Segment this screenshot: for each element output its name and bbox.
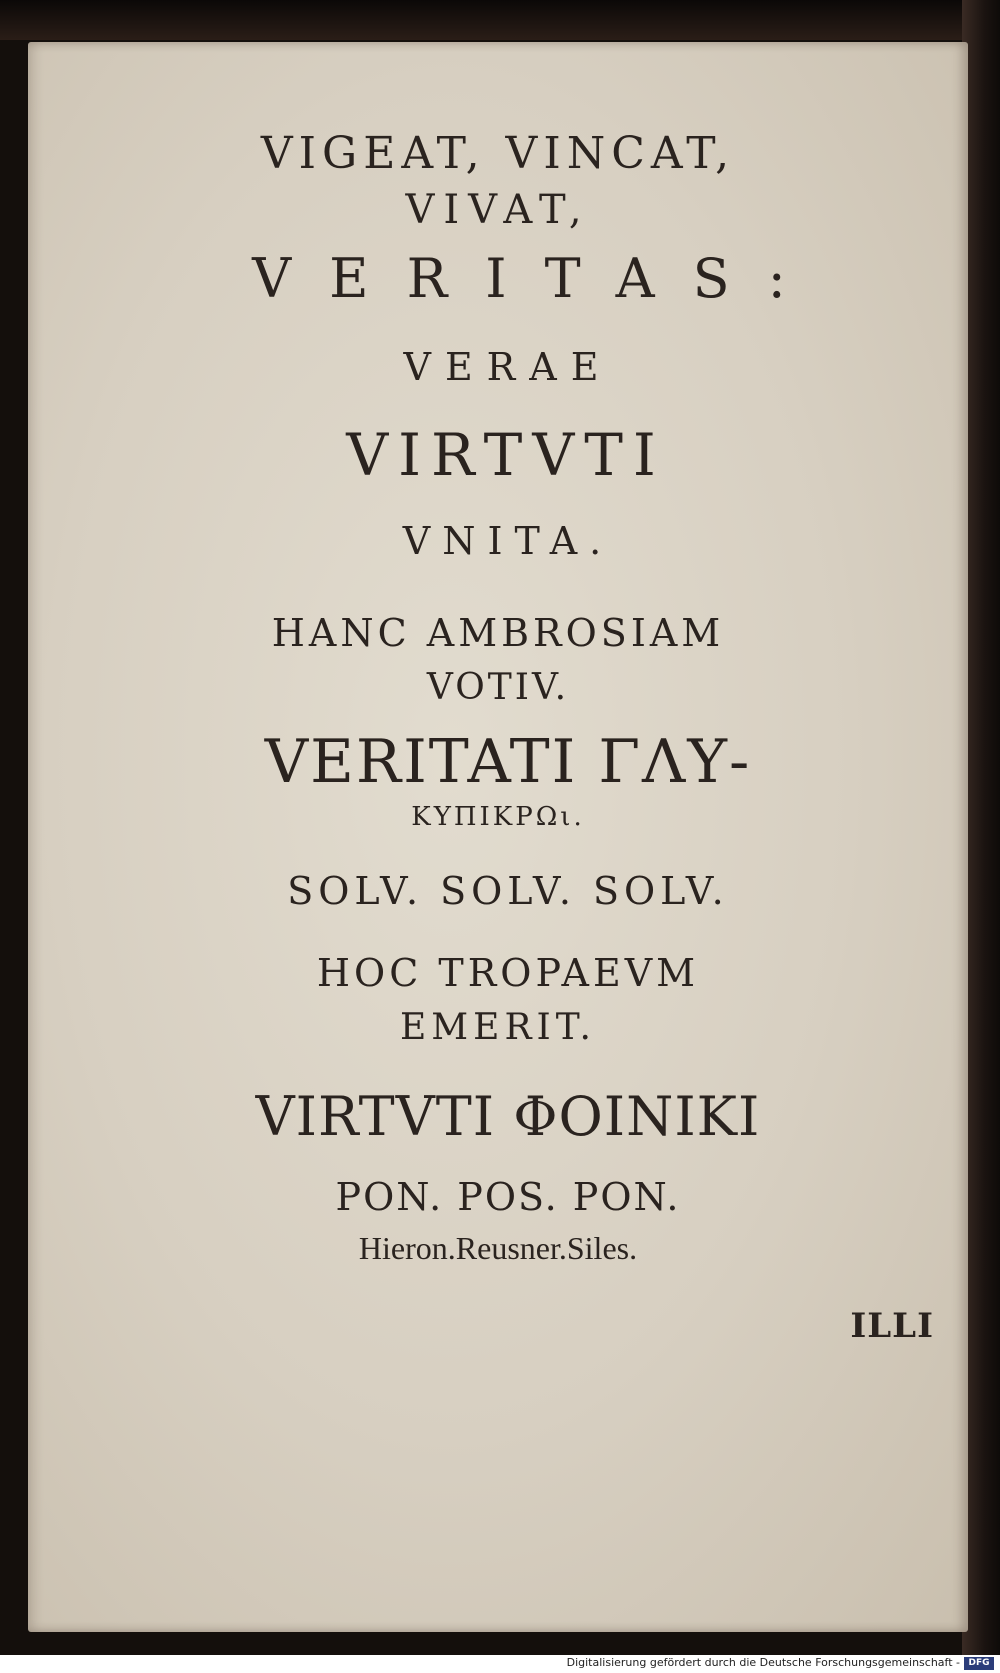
text-line-12: HOC TROPAEVM xyxy=(316,951,700,995)
book-page xyxy=(28,42,968,1632)
text-line-8: VOTIV. xyxy=(426,667,570,708)
text-line-10: ΚΥΠΙΚΡΩι. xyxy=(411,802,585,832)
digitization-footer xyxy=(0,1655,1000,1673)
text-line-11: SOLV. SOLV. SOLV. xyxy=(287,869,729,913)
author-signature-line: Hieron.Reusner.Siles. xyxy=(358,1230,638,1266)
text-line-9: VERITATI ΓΛΥ- xyxy=(264,727,752,797)
footer-credit: Digitalisierung gefördert durch die Deutsche Forschungsgemeinschaft - xyxy=(566,1656,960,1669)
text-line-7: HANC AMBROSIAM xyxy=(271,611,725,655)
text-line-14: VIRTVTI ΦΟΙΝΙΚΙ xyxy=(255,1085,761,1148)
binding-top-edge xyxy=(0,0,1000,40)
text-line-2: VIVAT, xyxy=(405,187,591,233)
text-line-13: EMERIT. xyxy=(400,1007,596,1048)
text-line-5: VIRTVTI xyxy=(346,421,666,489)
text-line-1: VIGEAT, VINCAT, xyxy=(260,128,736,179)
text-line-3: VERITAS: xyxy=(252,247,824,310)
text-line-6: VNITA. xyxy=(402,519,614,563)
text-line-4: VERAE xyxy=(403,345,613,389)
catchword: ILLI xyxy=(850,1306,934,1346)
text-line-15: PON. POS. PON. xyxy=(335,1175,681,1219)
dfg-logo-icon: DFG xyxy=(964,1657,994,1670)
